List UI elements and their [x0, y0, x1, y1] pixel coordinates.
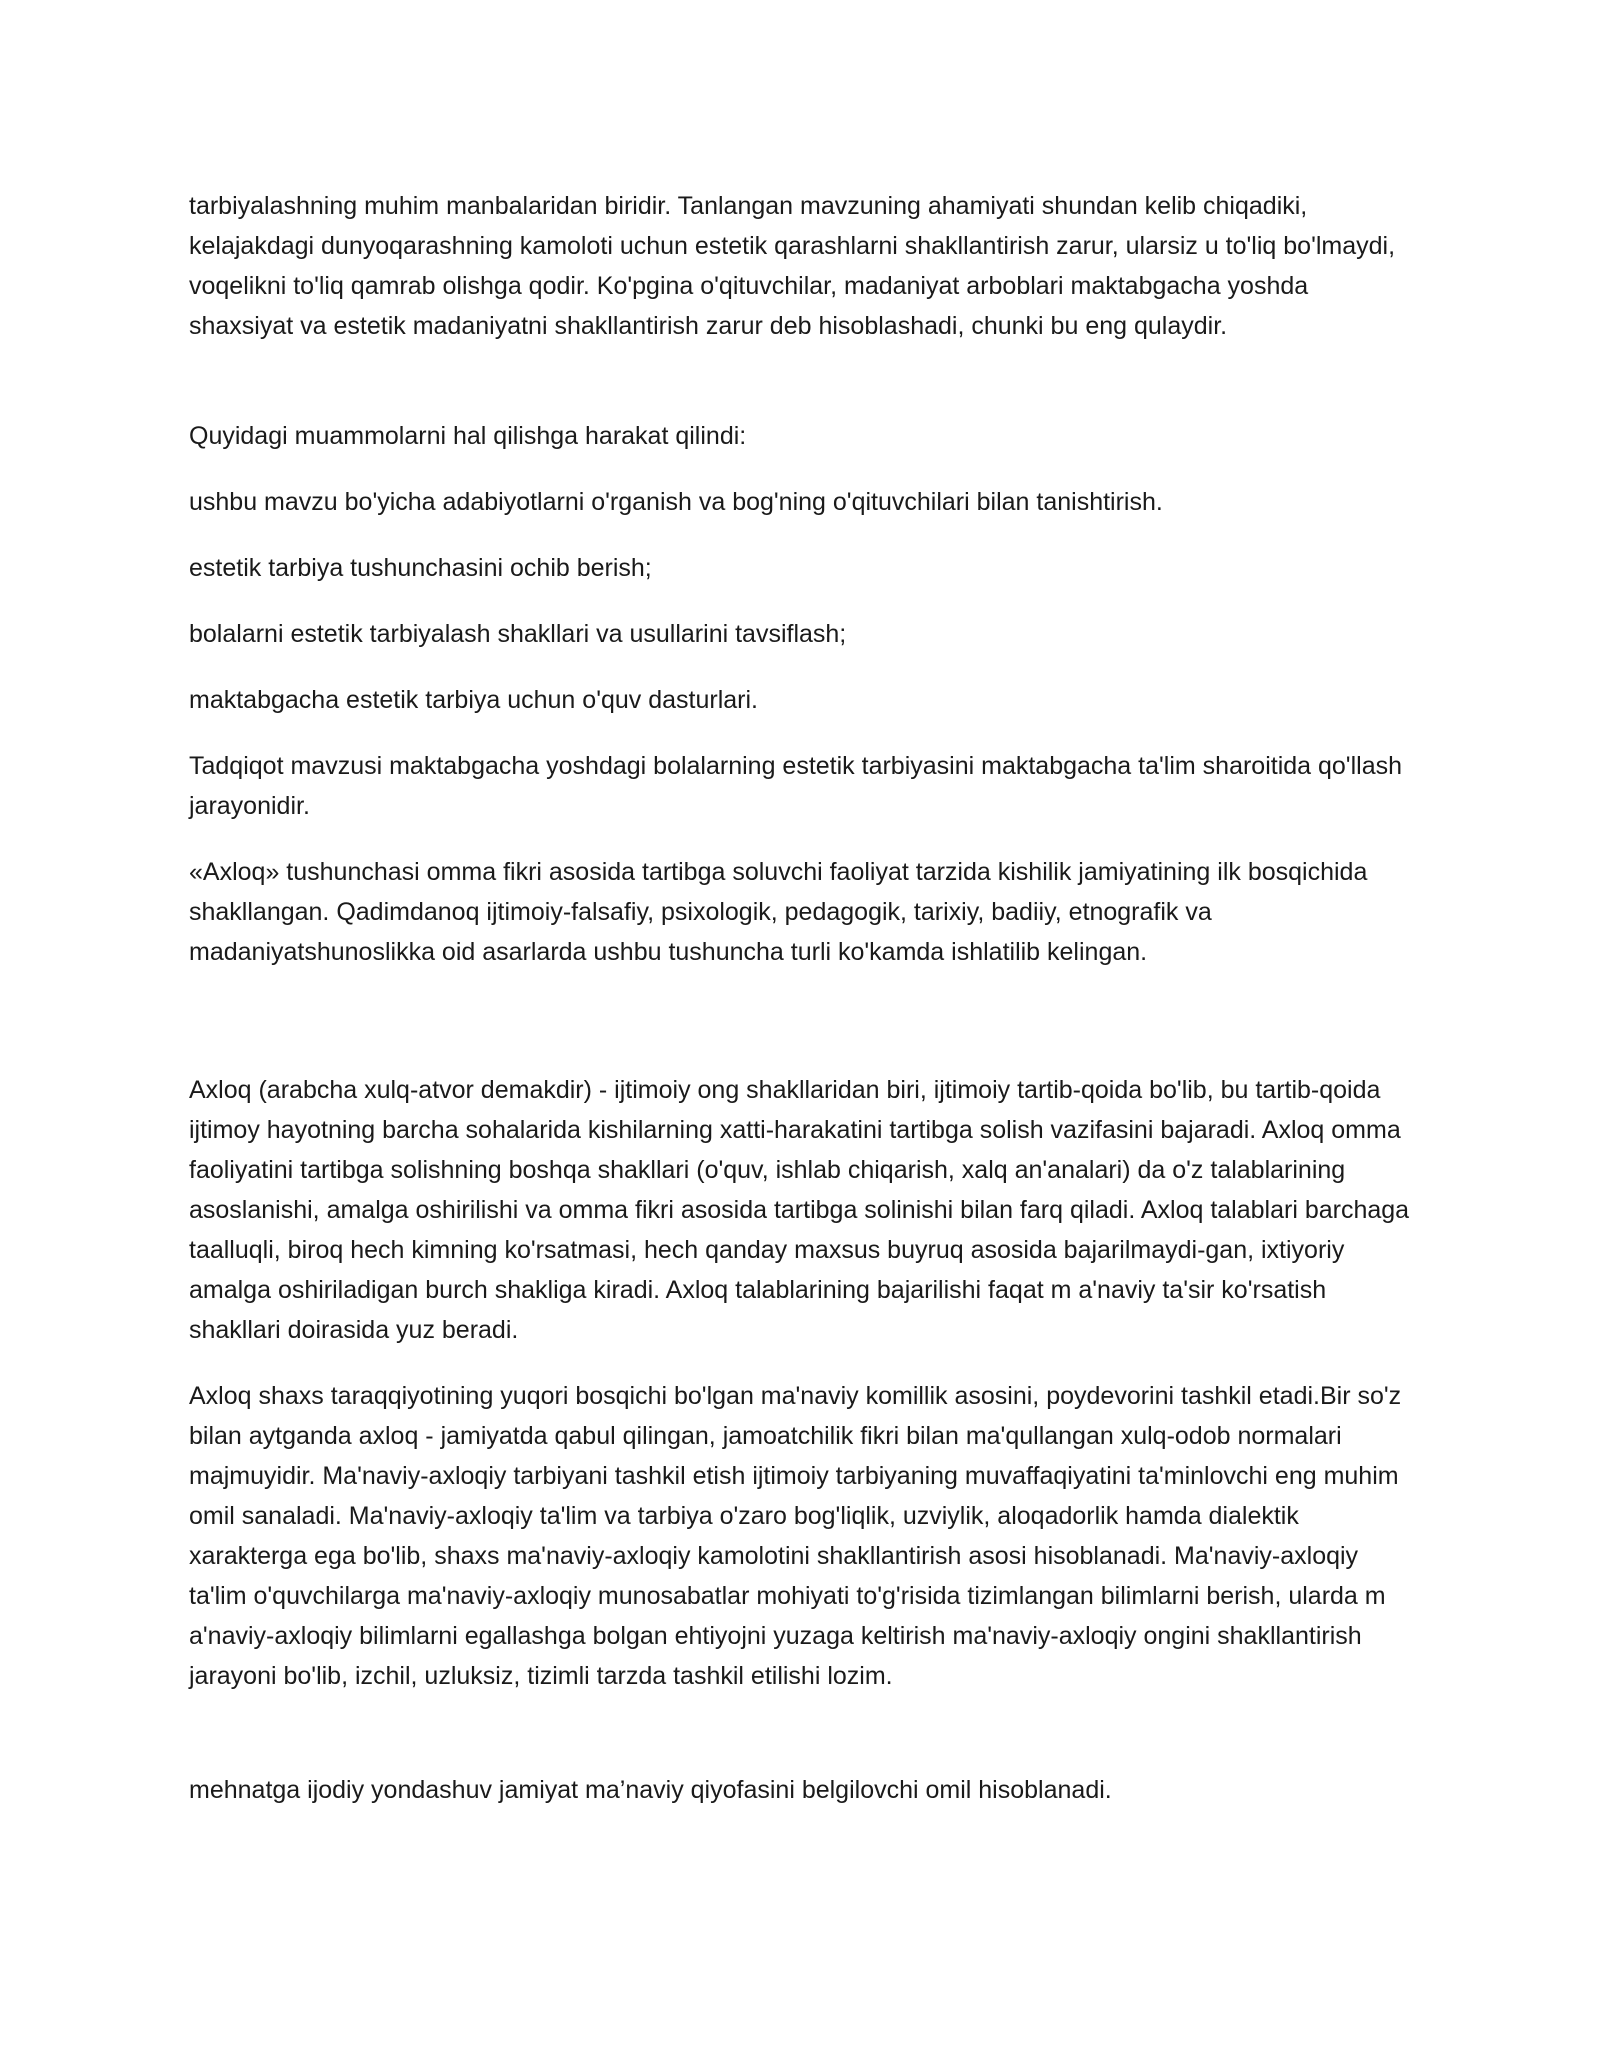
paragraph-task-programs: maktabgacha estetik tarbiya uchun o'quv dasturlari.	[189, 686, 758, 714]
paragraph-morality-concept: «Axloq» tushunchasi omma fikri asosida tartibga soluvchi faoliyat tarzida kishilik jamiyatining ilk bosqichida shakllangan. Qadimdanoq ijtimoiy-falsafiy, psixologik, pedagogik, tarixiy, badiiy, etnografik va madaniyatshunoslikka oid asarlarda ushbu tushuncha turli ko'kamda ishlatilib kelingan.	[189, 858, 1368, 966]
paragraph-tasks-intro: Quyidagi muammolarni hal qilishga harakat qilindi:	[189, 422, 747, 450]
paragraph-creative-labor: mehnatga ijodiy yondashuv jamiyat ma’naviy qiyofasini belgilovchi omil hisoblanadi.	[189, 1776, 1112, 1804]
paragraph-task-concept: estetik tarbiya tushunchasini ochib berish;	[189, 554, 652, 582]
paragraph-morality-definition: Axloq (arabcha xulq-atvor demakdir) - ijtimoiy ong shakllaridan biri, ijtimoiy tartib-qoida bo'lib, bu tartib-qoida ijtimoy hayotning barcha sohalarida kishilarning xatti-harakatini tartibga solish vazifasini bajaradi. Axloq omma faoliyatini tartibga solishning boshqa shakllari (o'quv, ishlab chiqarish, xalq an'analari) da o'z talablarining asoslanishi, amalga oshirilishi va omma fikri asosida tartibga solinishi bilan farq qiladi. Axloq talablari barchaga taalluqli, biroq hech kimning ko'rsatmasi, hech qanday maxsus buyruq asosida bajarilmaydi-gan, ixtiyoriy amalga oshiriladigan burch shakliga kiradi. Axloq talablarining bajarilishi faqat m a'naviy ta'sir ko'rsatish shakllari doirasida yuz beradi.	[189, 1076, 1410, 1344]
paragraph-task-literature: ushbu mavzu bo'yicha adabiyotlarni o'rganish va bog'ning o'qituvchilari bilan tanishtirish.	[189, 488, 1163, 516]
paragraph-task-methods: bolalarni estetik tarbiyalash shakllari va usullarini tavsiflash;	[189, 620, 847, 648]
paragraph-aesthetic-education-importance: tarbiyalashning muhim manbalaridan biridir. Tanlangan mavzuning ahamiyati shundan kelib chiqadiki, kelajakdagi dunyoqarashning kamoloti uchun estetik qarashlarni shakllantirish zarur, ularsiz u to'liq bo'lmaydi, voqelikni to'liq qamrab olishga qodir. Ko'pgina o'qituvchilar, madaniyat arboblari maktabgacha yoshda shaxsiyat va estetik madaniyatni shakllantirish zarur deb hisoblashadi, chunki bu eng qulaydir.	[189, 192, 1396, 340]
paragraph-spiritual-moral-education: Axloq shaxs taraqqiyotining yuqori bosqichi bo'lgan ma'naviy komillik asosini, poydevorini tashkil etadi.Bir so'z bilan aytganda axloq - jamiyatda qabul qilingan, jamoatchilik fikri bilan ma'qullangan xulq-odob normalari majmuyidir. Ma'naviy-axloqiy tarbiyani tashkil etish ijtimoiy tarbiyaning muvaffaqiyatini ta'minlovchi eng muhim omil sanaladi. Ma'naviy-axloqiy ta'lim va tarbiya o'zaro bog'liqlik, uzviylik, aloqadorlik hamda dialektik xarakterga ega bo'lib, shaxs ma'naviy-axloqiy kamolotini shakllantirish asosi hisoblanadi. Ma'naviy-axloqiy ta'lim o'quvchilarga ma'naviy-axloqiy munosabatlar mohiyati to'g'risida tizimlangan bilimlarni berish, ularda m a'naviy-axloqiy bilimlarni egallashga bolgan ehtiyojni yuzaga keltirish ma'naviy-axloqiy ongini shakllantirish jarayoni bo'lib, izchil, uzluksiz, tizimli tarzda tashkil etilishi lozim.	[189, 1382, 1402, 1690]
paragraph-research-topic: Tadqiqot mavzusi maktabgacha yoshdagi bolalarning estetik tarbiyasini maktabgacha ta'lim sharoitida qo'llash jarayonidir.	[189, 752, 1403, 820]
